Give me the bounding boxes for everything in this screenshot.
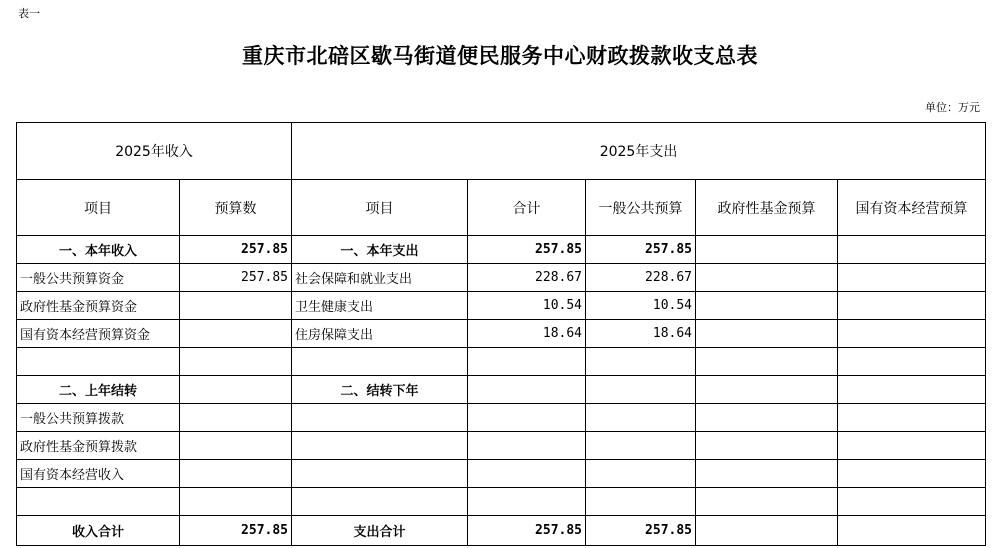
income-total-value: 257.85	[180, 516, 292, 546]
total-cell: 18.64	[468, 320, 586, 348]
total-cell: 10.54	[468, 292, 586, 320]
income-budget-cell	[180, 348, 292, 376]
state-capital-cell	[838, 264, 986, 292]
general-budget-cell	[586, 488, 696, 516]
table-row	[17, 404, 986, 432]
state-capital-cell	[838, 376, 986, 404]
income-item-cell	[17, 348, 180, 376]
gov-fund-cell	[696, 320, 838, 348]
income-item-cell: 一般公共预算拨款	[17, 404, 180, 432]
header-row-columns	[17, 180, 986, 236]
expense-group-header: 2025年支出	[292, 123, 986, 180]
state-capital-cell	[838, 320, 986, 348]
general-budget-cell	[586, 404, 696, 432]
state-capital-cell	[838, 404, 986, 432]
col-header-total: 合计	[468, 180, 586, 236]
gov-fund-cell	[696, 432, 838, 460]
expense-item-cell: 卫生健康支出	[292, 292, 468, 320]
table-row	[17, 488, 986, 516]
expense-item-cell	[292, 488, 468, 516]
income-budget-cell	[180, 488, 292, 516]
income-budget-cell	[180, 376, 292, 404]
general-budget-total-value: 257.85	[586, 516, 696, 546]
general-budget-cell: 228.67	[586, 264, 696, 292]
state-capital-total-value	[838, 516, 986, 546]
expense-item-cell	[292, 432, 468, 460]
income-item-cell: 政府性基金预算拨款	[17, 432, 180, 460]
income-budget-cell: 257.85	[180, 236, 292, 264]
gov-fund-cell	[696, 376, 838, 404]
total-cell	[468, 376, 586, 404]
state-capital-cell	[838, 432, 986, 460]
table-row	[17, 348, 986, 376]
expense-total-value: 257.85	[468, 516, 586, 546]
general-budget-cell: 10.54	[586, 292, 696, 320]
col-header-expense-item: 项目	[292, 180, 468, 236]
table-row	[17, 432, 986, 460]
gov-fund-cell	[696, 404, 838, 432]
income-item-cell: 国有资本经营预算资金	[17, 320, 180, 348]
col-header-general-budget: 一般公共预算	[586, 180, 696, 236]
total-cell	[468, 432, 586, 460]
general-budget-cell	[586, 432, 696, 460]
general-budget-cell: 257.85	[586, 236, 696, 264]
col-header-gov-fund: 政府性基金预算	[696, 180, 838, 236]
gov-fund-cell	[696, 488, 838, 516]
gov-fund-cell	[696, 348, 838, 376]
state-capital-cell	[838, 488, 986, 516]
total-cell	[468, 348, 586, 376]
income-item-cell: 二、上年结转	[17, 376, 180, 404]
total-cell	[468, 460, 586, 488]
income-budget-cell	[180, 320, 292, 348]
income-group-header: 2025年收入	[17, 123, 292, 180]
budget-summary-table	[16, 122, 986, 546]
document-title: 重庆市北碚区歇马街道便民服务中心财政拨款收支总表	[242, 43, 758, 68]
gov-fund-cell	[696, 460, 838, 488]
table-row	[17, 236, 986, 264]
general-budget-cell	[586, 376, 696, 404]
general-budget-cell: 18.64	[586, 320, 696, 348]
gov-fund-cell	[696, 264, 838, 292]
income-budget-cell	[180, 432, 292, 460]
income-budget-cell	[180, 404, 292, 432]
general-budget-cell	[586, 460, 696, 488]
expense-item-cell: 一、本年支出	[292, 236, 468, 264]
table-row	[17, 292, 986, 320]
income-item-cell: 政府性基金预算资金	[17, 292, 180, 320]
total-cell	[468, 404, 586, 432]
income-budget-cell: 257.85	[180, 264, 292, 292]
total-cell	[468, 488, 586, 516]
expense-item-cell: 社会保障和就业支出	[292, 264, 468, 292]
expense-item-cell	[292, 348, 468, 376]
expense-total-label: 支出合计	[292, 516, 468, 546]
expense-item-cell	[292, 460, 468, 488]
state-capital-cell	[838, 292, 986, 320]
state-capital-cell	[838, 236, 986, 264]
expense-item-cell: 住房保障支出	[292, 320, 468, 348]
col-header-income-budget: 预算数	[180, 180, 292, 236]
state-capital-cell	[838, 348, 986, 376]
table-row	[17, 264, 986, 292]
gov-fund-cell	[696, 236, 838, 264]
income-total-label: 收入合计	[17, 516, 180, 546]
income-item-cell: 一般公共预算资金	[17, 264, 180, 292]
state-capital-cell	[838, 460, 986, 488]
table-number-label: 表一	[18, 7, 40, 20]
table-row	[17, 376, 986, 404]
income-budget-cell	[180, 460, 292, 488]
gov-fund-total-value	[696, 516, 838, 546]
total-cell: 257.85	[468, 236, 586, 264]
unit-label: 单位：万元	[925, 101, 980, 114]
general-budget-cell	[586, 348, 696, 376]
col-header-state-capital: 国有资本经营预算	[838, 180, 986, 236]
total-cell: 228.67	[468, 264, 586, 292]
expense-item-cell	[292, 404, 468, 432]
income-item-cell: 国有资本经营收入	[17, 460, 180, 488]
income-item-cell: 一、本年收入	[17, 236, 180, 264]
col-header-income-item: 项目	[17, 180, 180, 236]
table-row-total	[17, 516, 986, 546]
expense-item-cell: 二、结转下年	[292, 376, 468, 404]
header-row-top	[17, 123, 986, 180]
table-row	[17, 460, 986, 488]
income-item-cell	[17, 488, 180, 516]
gov-fund-cell	[696, 292, 838, 320]
table-row	[17, 320, 986, 348]
income-budget-cell	[180, 292, 292, 320]
